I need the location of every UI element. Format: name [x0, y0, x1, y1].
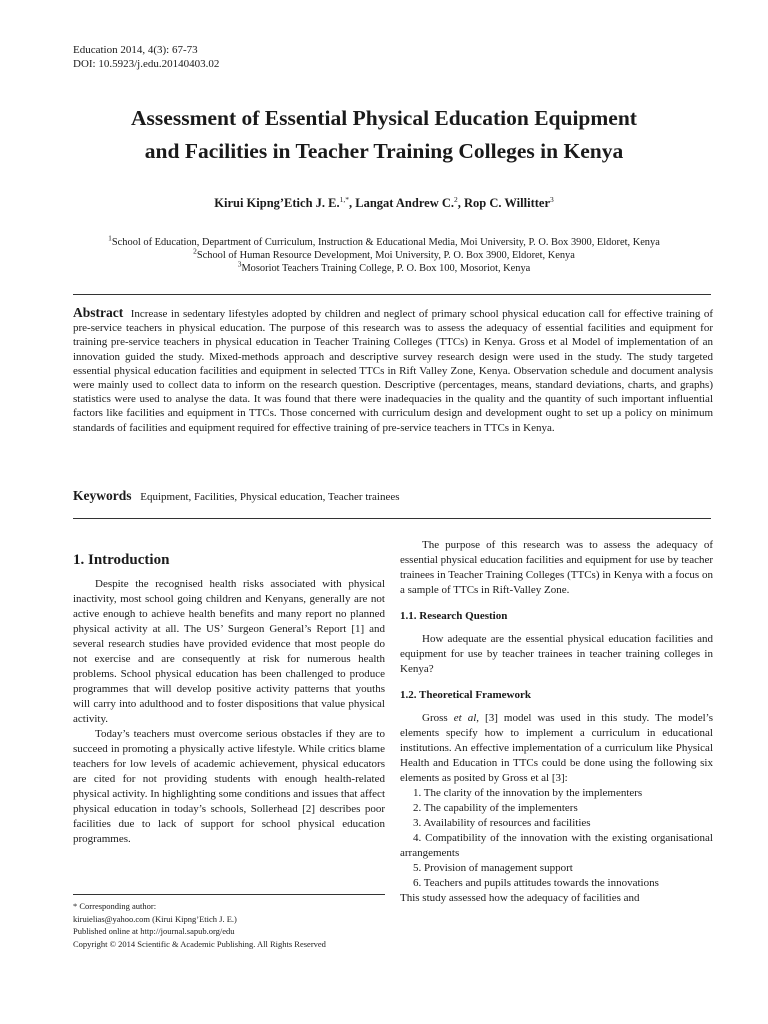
journal-header	[73, 43, 219, 71]
author-3: Rop C. Willitter	[464, 196, 550, 210]
list-item: 5. Provision of management support	[413, 862, 573, 874]
author-3-sup: 3	[550, 194, 554, 204]
footnote	[73, 900, 383, 950]
framework-paragraph	[400, 711, 713, 786]
list-item: 4. Compatibility of the innovation with the existing organisational arrangements	[400, 832, 713, 859]
title-line-1: Assessment of Essential Physical Education Equipment	[131, 106, 637, 130]
author-2: Langat Andrew C.	[355, 196, 454, 210]
left-column	[73, 553, 385, 847]
purpose-paragraph: The purpose of this research was to assess the adequacy of essential physical education facilities and equipment for use by teacher trainees in Teacher Training Colleges (TTCs) in Kenya with a focus on a sample of TTCs in Rift-Valley Zone.	[400, 539, 713, 596]
journal-citation: Education 2014, 4(3): 67-73	[73, 44, 198, 56]
intro-paragraph-1: Despite the recognised health risks associated with physical inactivity, most school going children and Kenyans, generally are not active enough to achieve health benefits and many report no planned physical activity at all. The US’ Surgeon General’s Report [1] and several research studies have provided evidence that most people do not exercise and are consequently at risk for numerous health problems. School physical education has been challenged to produce programmes that will develop positive activity patterns that youths will carry into adulthood and to foster dispositions that value physical activity.	[73, 578, 385, 725]
affiliation-2-sup: 2	[193, 246, 197, 256]
framework-text-a: Gross	[422, 712, 454, 724]
abstract-label: Abstract	[73, 305, 124, 320]
list-item: 3. Availability of resources and facilities	[413, 817, 591, 829]
affiliation-1-sup: 1	[108, 233, 112, 243]
subsection-heading-theoretical-framework: 1.2. Theoretical Framework	[400, 689, 531, 701]
author-1-sup: 1,*	[339, 194, 349, 204]
abstract-text: Increase in sedentary lifestyles adopted by children and neglect of primary school physical education call for effective training of pre-service teachers in physical education. The purpose of this research was to assess the adequacy of essential facilities and equipment for training pre-service teachers in physical education in Teacher Training Colleges (TTCs) in Kenya. Gross et al Model of implementation of an innovation guided the study. Mixed-methods approach and descriptive survey research design were used in the study. The study targeted essential physical education facilities and equipment in selected TTCs in Rift Valley Zone, Kenya. Observation schedule and document analysis were mainly used to collect data to inform on the research question. Descriptive (percentages, means, standard deviations, charts, and graphs) statistics were used to analyse the data. It was found that there were inadequacies in the quality and the quantity of such important influential factors like facilities and equipment in TTCs. Those concerned with curriculum design and development ought to set up a policy on minimum standards of facilities and equipment required for effective training of pre-service teachers in TTCs in Kenya.	[73, 308, 713, 434]
intro-paragraph-2: Today’s teachers must overcome serious obstacles if they are to succeed in promoting a physically active lifestyle. While critics blame teachers for low levels of academic achievement, physical educators are cited for not providing students with enough health-related physical activity. In highlighting some conditions and issues that affect physical education in today’s schools, Sollerhead [2] describes poor facilities due to lack of support for school physical education programmes.	[73, 728, 385, 845]
keywords-label: Keywords	[73, 488, 132, 503]
elements-list	[400, 786, 713, 891]
affiliation-1-text: School of Education, Department of Curriculum, Instruction & Educational Media, Moi University, P. O. Box 3900, Eldoret, Kenya	[111, 237, 660, 248]
research-question-paragraph: How adequate are the essential physical education facilities and equipment for use by teacher trainees in teacher training colleges in Kenya?	[400, 633, 713, 675]
list-item: 2. The capability of the implementers	[413, 802, 578, 814]
framework-text-em: et al	[453, 712, 477, 724]
framework-text-b: , [3] model was used in this study. The model’s elements specify how to implement a curriculum in educational institutions. An effective implementation of a curriculum like Physical Health and Education in TTCs could be done using the following six elements as posited by Gross et al [3]:	[400, 712, 714, 784]
keywords	[73, 488, 713, 504]
affiliation-2-text: School of Human Resource Development, Moi University, P. O. Box 3900, Eldoret, Kenya	[196, 250, 575, 261]
divider-top	[73, 294, 711, 295]
affiliation-2	[40, 246, 728, 262]
list-item: 6. Teachers and pupils attitudes towards the innovations	[413, 877, 659, 889]
list-item: 1. The clarity of the innovation by the implementers	[413, 787, 643, 799]
footnote-email: kiruielias@yahoo.com (Kirui Kipng’Etich J. E.)	[73, 913, 237, 924]
journal-doi: DOI: 10.5923/j.edu.20140403.02	[73, 58, 220, 70]
section-heading-introduction: 1. Introduction	[73, 552, 170, 568]
affiliation-3-text: Mosoriot Teachers Training College, P. O. Box 100, Mosoriot, Kenya	[241, 263, 531, 274]
author-1: Kirui Kipng’Etich J. E.	[214, 196, 340, 210]
keywords-text: Equipment, Facilities, Physical education, Teacher trainees	[140, 491, 400, 503]
affiliations	[40, 233, 728, 275]
footnote-published: Published online at http://journal.sapub.org/edu	[73, 926, 235, 936]
affiliation-1	[40, 233, 728, 249]
right-column	[400, 538, 713, 906]
affiliation-3	[40, 259, 728, 275]
title-line-2: and Facilities in Teacher Training Colleges in Kenya	[144, 139, 624, 163]
divider-bottom	[73, 518, 711, 519]
abstract	[73, 306, 713, 435]
affiliation-3-sup: 3	[237, 259, 242, 269]
paper-title	[40, 102, 728, 168]
author-list	[40, 196, 728, 211]
footnote-copyright: Copyright © 2014 Scientific & Academic Publishing. All Rights Reserved	[73, 938, 326, 949]
author-separator: ,	[349, 196, 356, 210]
author-2-sup: 2	[454, 194, 458, 204]
subsection-heading-research-question: 1.1. Research Question	[400, 610, 508, 622]
author-separator: ,	[457, 196, 464, 210]
closing-paragraph: This study assessed how the adequacy of facilities and	[400, 892, 640, 904]
footnote-corresponding: * Corresponding author:	[73, 901, 157, 911]
footnote-divider	[73, 894, 385, 895]
